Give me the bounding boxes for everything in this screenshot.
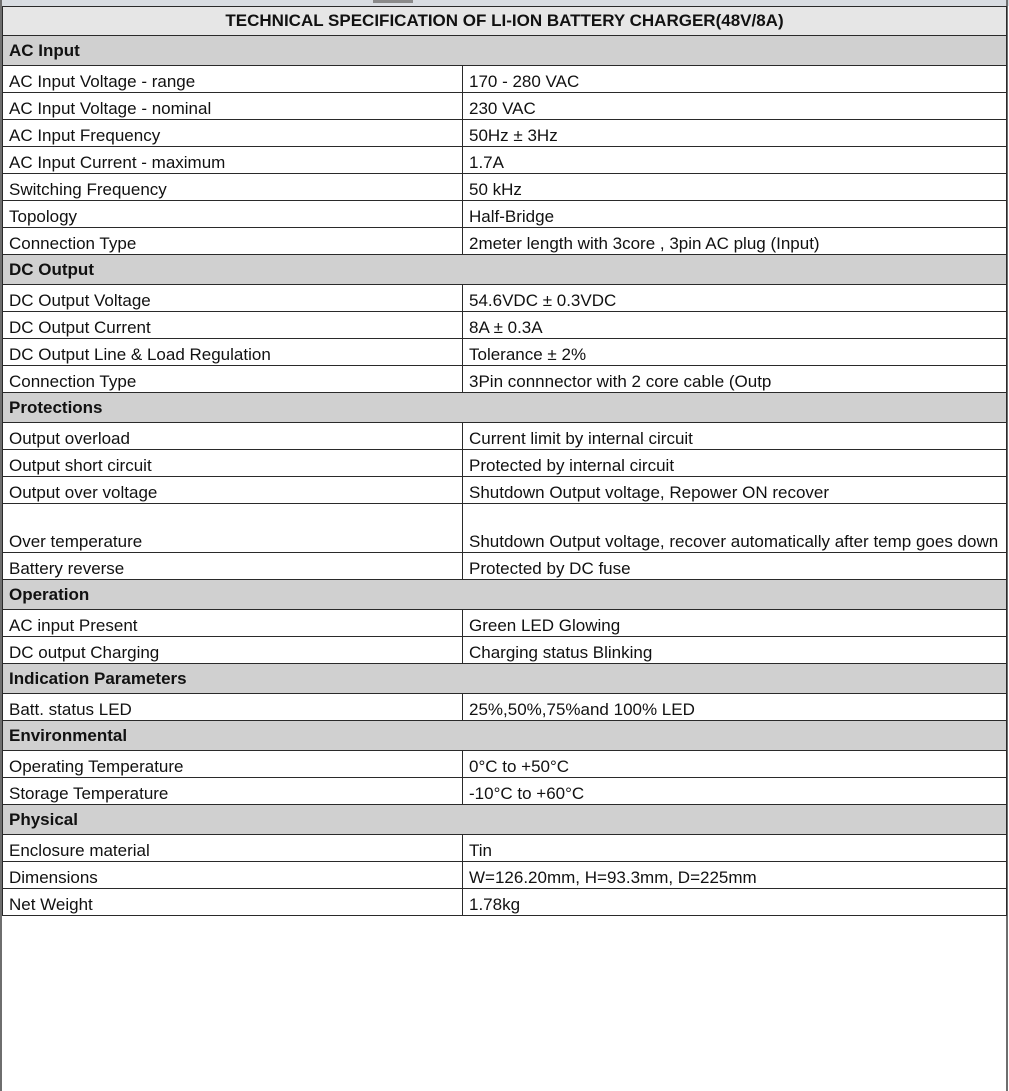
section-header: Protections: [3, 393, 1007, 423]
section-header-row: [3, 721, 1007, 751]
value-cell: 0°C to +50°C: [463, 751, 1007, 778]
table-row: [3, 312, 1007, 339]
table-title: TECHNICAL SPECIFICATION OF LI-ION BATTERY CHARGER(48V/8A): [3, 7, 1007, 36]
value-cell: 50 kHz: [463, 174, 1007, 201]
section-header: Environmental: [3, 721, 1007, 751]
table-row: [3, 889, 1007, 916]
value-cell: Shutdown Output voltage, recover automatically after temp goes down: [463, 504, 1007, 553]
top-tick: [373, 0, 413, 3]
table-row: [3, 423, 1007, 450]
table-row: [3, 66, 1007, 93]
param-cell: Output over voltage: [3, 477, 463, 504]
table-row: [3, 751, 1007, 778]
value-cell: 2meter length with 3core , 3pin AC plug (Input): [463, 228, 1007, 255]
table-row: [3, 450, 1007, 477]
value-cell: Tolerance ± 2%: [463, 339, 1007, 366]
section-header-row: [3, 393, 1007, 423]
section-header-row: [3, 664, 1007, 694]
section-header-row: [3, 36, 1007, 66]
value-cell: Protected by DC fuse: [463, 553, 1007, 580]
param-cell: Connection Type: [3, 228, 463, 255]
value-cell: 25%,50%,75%and 100% LED: [463, 694, 1007, 721]
section-header: DC Output: [3, 255, 1007, 285]
param-cell: DC Output Voltage: [3, 285, 463, 312]
param-cell: AC Input Frequency: [3, 120, 463, 147]
table-row: [3, 366, 1007, 393]
table-row: [3, 862, 1007, 889]
param-cell: AC Input Voltage - range: [3, 66, 463, 93]
param-cell: Batt. status LED: [3, 694, 463, 721]
param-cell: Output short circuit: [3, 450, 463, 477]
value-cell: Half-Bridge: [463, 201, 1007, 228]
value-cell: 1.7A: [463, 147, 1007, 174]
value-cell: 3Pin connnector with 2 core cable (Outp: [463, 366, 1007, 393]
value-cell: 8A ± 0.3A: [463, 312, 1007, 339]
value-cell: 230 VAC: [463, 93, 1007, 120]
param-cell: Battery reverse: [3, 553, 463, 580]
table-row: [3, 285, 1007, 312]
section-header: Operation: [3, 580, 1007, 610]
section-header-row: [3, 805, 1007, 835]
table-row: [3, 694, 1007, 721]
table-row: [3, 610, 1007, 637]
table-row: [3, 93, 1007, 120]
section-header-row: [3, 255, 1007, 285]
param-cell: Over temperature: [3, 504, 463, 553]
table-row: [3, 120, 1007, 147]
table-row: [3, 228, 1007, 255]
param-cell: Switching Frequency: [3, 174, 463, 201]
param-cell: Operating Temperature: [3, 751, 463, 778]
value-cell: Protected by internal circuit: [463, 450, 1007, 477]
value-cell: -10°C to +60°C: [463, 778, 1007, 805]
param-cell: Net Weight: [3, 889, 463, 916]
param-cell: Storage Temperature: [3, 778, 463, 805]
section-header: Physical: [3, 805, 1007, 835]
table-row: [3, 553, 1007, 580]
table-row: [3, 835, 1007, 862]
table-row: [3, 201, 1007, 228]
param-cell: AC input Present: [3, 610, 463, 637]
value-cell: W=126.20mm, H=93.3mm, D=225mm: [463, 862, 1007, 889]
param-cell: DC Output Current: [3, 312, 463, 339]
section-header: AC Input: [3, 36, 1007, 66]
spec-table-body: [3, 7, 1007, 916]
table-row: [3, 778, 1007, 805]
param-cell: Dimensions: [3, 862, 463, 889]
param-cell: Connection Type: [3, 366, 463, 393]
value-cell: 50Hz ± 3Hz: [463, 120, 1007, 147]
param-cell: DC output Charging: [3, 637, 463, 664]
table-row: [3, 477, 1007, 504]
table-row: [3, 504, 1007, 553]
value-cell: Charging status Blinking: [463, 637, 1007, 664]
title-row: [3, 7, 1007, 36]
value-cell: Current limit by internal circuit: [463, 423, 1007, 450]
value-cell: Tin: [463, 835, 1007, 862]
table-row: [3, 174, 1007, 201]
param-cell: AC Input Current - maximum: [3, 147, 463, 174]
section-header-row: [3, 580, 1007, 610]
param-cell: DC Output Line & Load Regulation: [3, 339, 463, 366]
table-row: [3, 637, 1007, 664]
value-cell: 170 - 280 VAC: [463, 66, 1007, 93]
param-cell: Output overload: [3, 423, 463, 450]
table-row: [3, 339, 1007, 366]
section-header: Indication Parameters: [3, 664, 1007, 694]
spec-table: [2, 6, 1007, 916]
param-cell: Topology: [3, 201, 463, 228]
value-cell: Green LED Glowing: [463, 610, 1007, 637]
param-cell: Enclosure material: [3, 835, 463, 862]
table-row: [3, 147, 1007, 174]
value-cell: Shutdown Output voltage, Repower ON recover: [463, 477, 1007, 504]
value-cell: 54.6VDC ± 0.3VDC: [463, 285, 1007, 312]
param-cell: AC Input Voltage - nominal: [3, 93, 463, 120]
value-cell: 1.78kg: [463, 889, 1007, 916]
